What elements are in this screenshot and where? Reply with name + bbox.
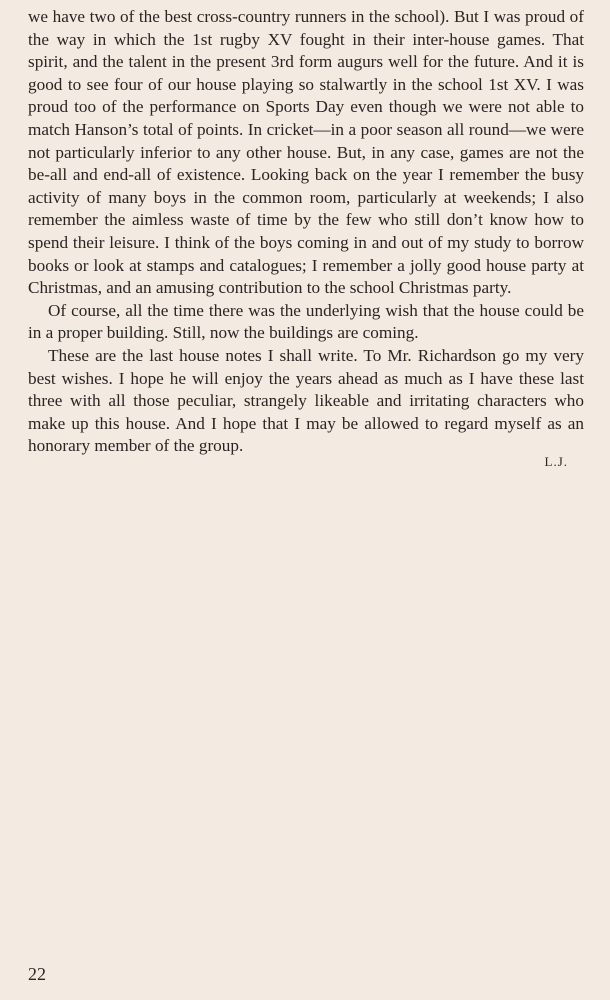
paragraph-farewell: These are the last house notes I shall write. To Mr. Richardson go my very best wishes. I hope he will enjoy the years ahead as much as I have these last three with all those peculiar, strangely likeable and irritating characters who make up this house. And I hope that I may be allowed to regard myself as an honorary member of the group. xyxy=(28,345,584,456)
author-signature: L.J. xyxy=(544,454,568,469)
page-number: 22 xyxy=(28,964,46,984)
paragraph-building: Of course, all the time there was the underlying wish that the house could be in a proper building. Still, now the buildings are coming. xyxy=(28,300,584,343)
house-notes-text xyxy=(28,6,584,458)
paragraph-continued: we have two of the best cross-country runners in the school). But I was proud of the way in which the 1st rugby XV fought in their inter-house games. That spirit, and the talent in the present 3rd form augurs well for the future. And it is good to see four of our house playing so stalwartly in the school 1st XV. I was proud too of the performance on Sports Day even though we were not able to match Hanson’s total of points. In cricket—in a poor season all round—we were not particularly inferior to any other house. But, in any case, games are not the be-all and end-all of existence. Looking back on the year I remember the busy activity of many boys in the common room, particularly at weekends; I also remember the aimless waste of time by the few who still don’t know how to spend their leisure. I think of the boys coming in and out of my study to borrow books or look at stamps and catalogues; I remember a jolly good house party at Christmas, and an amusing contribution to the school Christmas party. xyxy=(28,7,584,298)
